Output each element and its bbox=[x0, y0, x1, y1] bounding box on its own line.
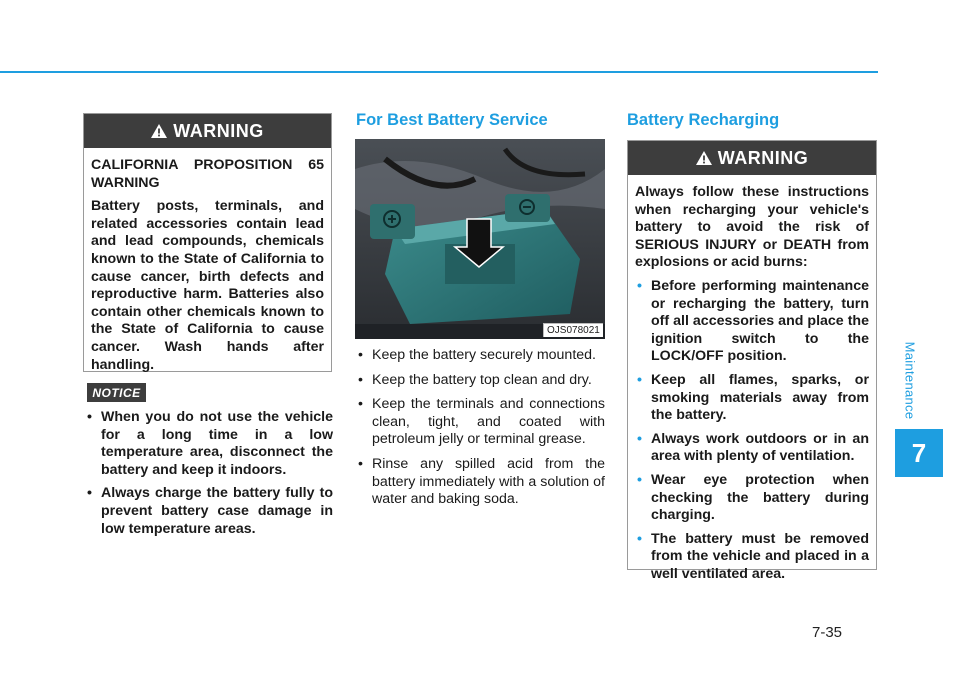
section-title-best-service: For Best Battery Service bbox=[356, 111, 548, 129]
chapter-tab-label bbox=[898, 335, 922, 425]
list-item: • Always work outdoors or in an area with plenty of ventilation. bbox=[635, 431, 869, 466]
warning-header bbox=[628, 141, 876, 175]
best-service-list bbox=[356, 347, 605, 516]
list-item: • When you do not use the vehicle for a long time in a low temperature area, disconnect the battery and keep it indoors. bbox=[85, 409, 333, 479]
header-rule bbox=[0, 71, 878, 73]
image-caption: OJS078021 bbox=[543, 323, 603, 337]
warning-header bbox=[84, 114, 331, 148]
recharging-list bbox=[635, 278, 869, 584]
chapter-tab-number: 7 bbox=[895, 429, 943, 477]
warning-heading: WARNING bbox=[173, 120, 264, 141]
warning-heading: WARNING bbox=[717, 147, 809, 168]
battery-photo bbox=[355, 139, 605, 339]
list-item: • Keep all flames, sparks, or smoking materials away from the battery. bbox=[635, 372, 869, 425]
recharging-warning-box bbox=[627, 140, 877, 582]
list-item: • Keep the battery top clean and dry. bbox=[356, 372, 605, 390]
list-item: • Before performing maintenance or recharging the battery, turn off all accessories and place the ignition switch to the LOCK/OFF position. bbox=[635, 278, 869, 366]
list-item: • The battery must be removed from the vehicle and placed in a well ventilated area. bbox=[635, 531, 869, 584]
list-item: • Always charge the battery fully to prevent battery case damage in low temperature areas. bbox=[85, 485, 333, 538]
chapter-name: Maintenance bbox=[902, 341, 918, 419]
section-title-recharging: Battery Recharging bbox=[627, 111, 780, 129]
notice-badge: NOTICE bbox=[87, 383, 146, 402]
list-item: • Wear eye protection when checking the battery during charging. bbox=[635, 472, 869, 525]
warning-triangle-icon bbox=[696, 151, 712, 165]
list-item: • Rinse any spilled acid from the battery immediately with a solution of water and baking soda. bbox=[356, 456, 605, 509]
california-warning-box bbox=[83, 113, 332, 372]
warning-title: CALIFORNIA PROPOSITION 65 WARNING bbox=[91, 157, 324, 191]
page-number: 7-35 bbox=[812, 624, 843, 641]
notice-list bbox=[85, 409, 333, 544]
warning-body: Battery posts, terminals, and related accessories contain lead and lead compounds, chemicals known to the State of California to cause cancer, birth defects and reproductive harm. Batteries also contain other chemicals known to the State of California to cause cancer. Wash hands after handling. bbox=[91, 198, 324, 373]
warning-triangle-icon bbox=[151, 124, 167, 138]
list-item: • Keep the battery securely mounted. bbox=[356, 347, 605, 365]
warning-intro: Always follow these instructions when recharging your vehicle's battery to avoid the risk of SERIOUS INJURY or DEATH from explosions or acid burns: bbox=[635, 184, 869, 271]
list-item: • Keep the terminals and connections clean, tight, and coated with petroleum jelly or terminal grease. bbox=[356, 396, 605, 449]
